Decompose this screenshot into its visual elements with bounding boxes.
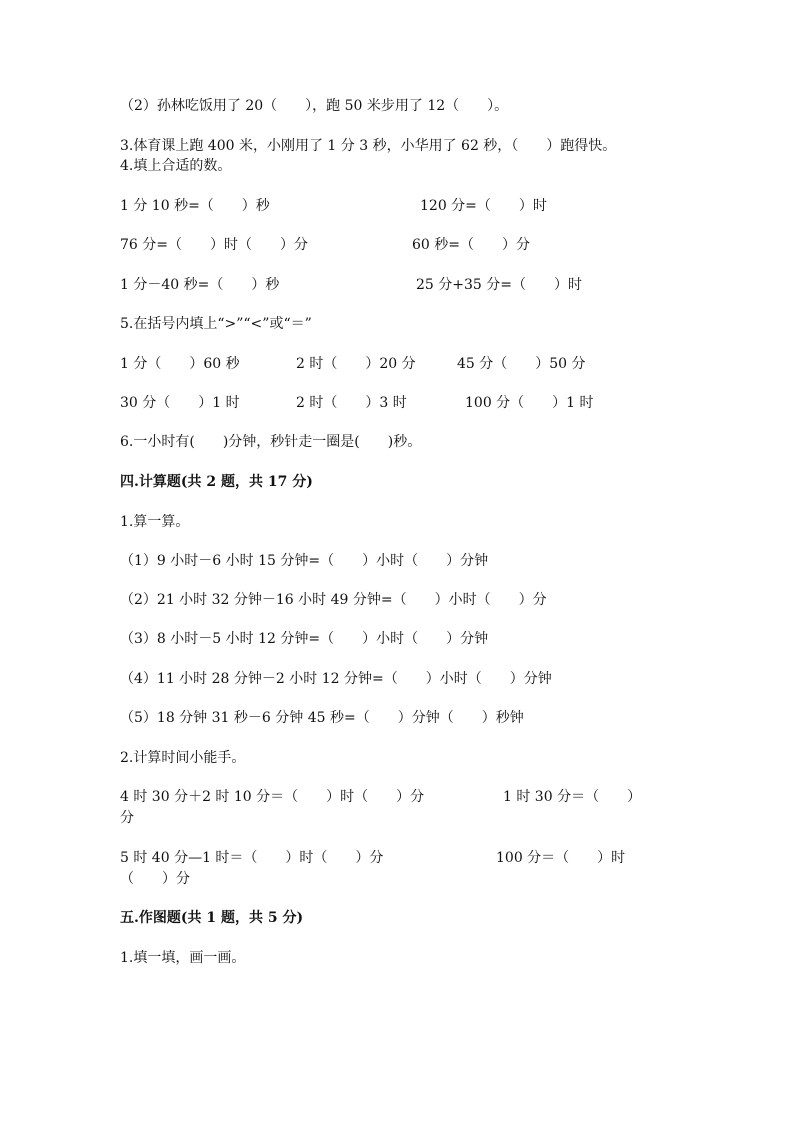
question-5-item-2: 2 时（ ）20 分 bbox=[296, 356, 416, 372]
question-4-item-1: 1 分 10 秒=（ ）秒 bbox=[120, 198, 270, 214]
question-4-item-3: 76 分=（ ）时（ ）分 bbox=[120, 237, 308, 253]
drawing-1-title: 1.填一填，画一画。 bbox=[120, 950, 246, 966]
calc-1-item-4: （4）11 小时 28 分钟－2 小时 12 分钟=（ ）小时（ ）分钟 bbox=[120, 671, 552, 687]
question-5-item-5: 2 时（ ）3 时 bbox=[296, 395, 407, 411]
calc-1-item-5: （5）18 分钟 31 秒－6 分钟 45 秒=（ ）分钟（ ）秒钟 bbox=[120, 710, 524, 726]
calc-2-item-2-wrap: 分 bbox=[120, 810, 134, 826]
question-4-item-5: 1 分－40 秒=（ ）秒 bbox=[120, 277, 280, 293]
question-2-2: （2）孙林吃饭用了 20（ ），跑 50 米步用了 12（ ）。 bbox=[120, 98, 509, 114]
calc-2-item-2: 1 时 30 分＝（ ） bbox=[503, 789, 642, 805]
question-4-item-2: 120 分=（ ）时 bbox=[420, 198, 547, 214]
calc-2-item-3: 5 时 40 分—1 时＝（ ）时（ ）分 bbox=[120, 850, 384, 866]
question-6: 6.一小时有( )分钟，秒针走一圈是( )秒。 bbox=[120, 434, 422, 450]
calc-1-item-1: （1）9 小时－6 小时 15 分钟=（ ）小时（ ）分钟 bbox=[120, 553, 489, 569]
question-5-item-4: 30 分（ ）1 时 bbox=[120, 395, 240, 411]
calc-1-item-3: （3）8 小时－5 小时 12 分钟=（ ）小时（ ）分钟 bbox=[120, 631, 489, 647]
section-5-heading: 五.作图题(共 1 题，共 5 分) bbox=[120, 910, 304, 926]
question-3: 3.体育课上跑 400 米，小刚用了 1 分 3 秒，小华用了 62 秒，（ ）跑得快。 bbox=[120, 138, 617, 154]
calc-1-item-2: （2）21 小时 32 分钟－16 小时 49 分钟=（ ）小时（ ）分 bbox=[120, 592, 547, 608]
calc-1-title: 1.算一算。 bbox=[120, 514, 190, 530]
question-5-item-1: 1 分（ ）60 秒 bbox=[120, 356, 240, 372]
section-4-heading: 四.计算题(共 2 题，共 17 分) bbox=[120, 474, 313, 490]
calc-2-item-4: 100 分＝（ ）时 bbox=[496, 850, 626, 866]
question-4-item-4: 60 秒=（ ）分 bbox=[412, 237, 530, 253]
question-5-title: 5.在括号内填上“>”“<”或“＝” bbox=[120, 316, 312, 332]
question-5-item-6: 100 分（ ）1 时 bbox=[465, 395, 594, 411]
question-5-item-3: 45 分（ ）50 分 bbox=[457, 356, 586, 372]
question-4-item-6: 25 分+35 分=（ ）时 bbox=[416, 277, 582, 293]
calc-2-item-1: 4 时 30 分＋2 时 10 分＝（ ）时（ ）分 bbox=[120, 789, 425, 805]
calc-2-title: 2.计算时间小能手。 bbox=[120, 750, 246, 766]
question-4-title: 4.填上合适的数。 bbox=[120, 158, 232, 174]
calc-2-item-4-wrap: （ ）分 bbox=[120, 871, 190, 887]
